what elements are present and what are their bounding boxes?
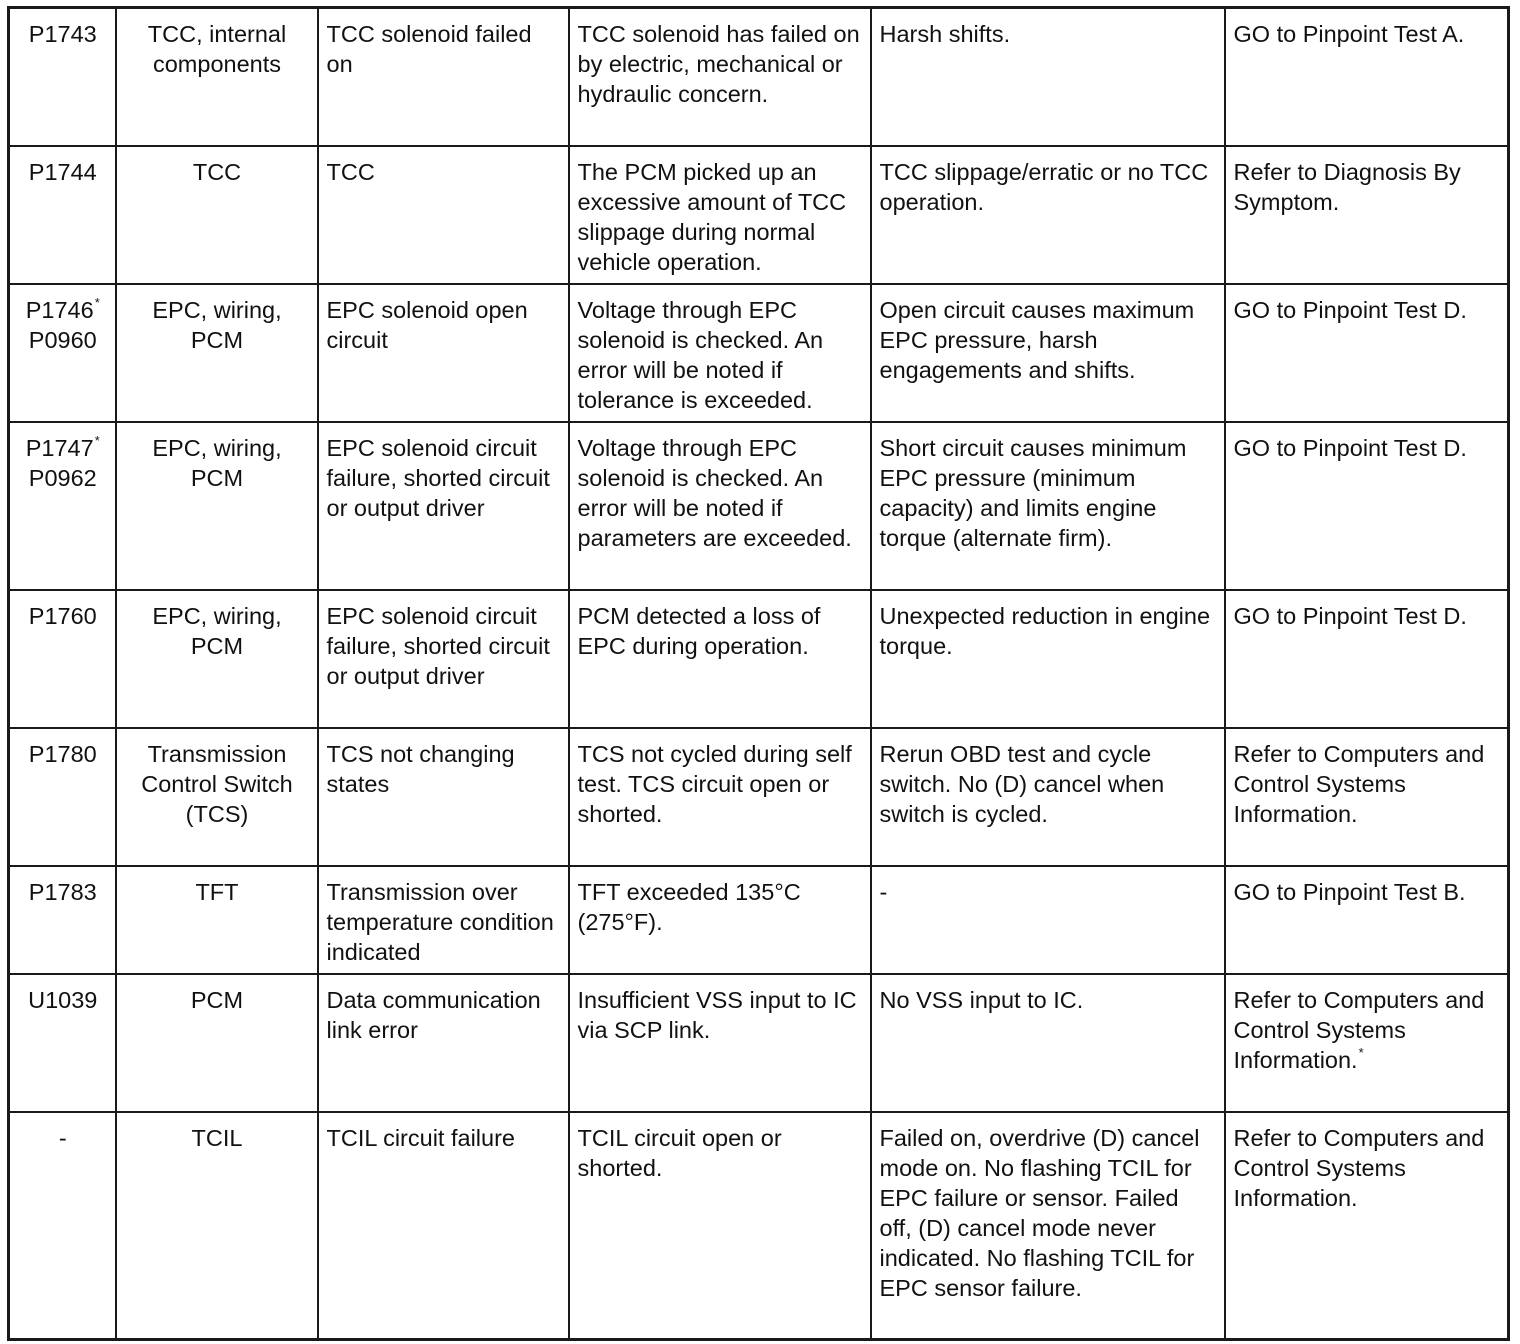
- description-text: Transmission over temperature condition indicated: [326, 878, 554, 965]
- dtc-code-cell: [9, 728, 116, 866]
- condition-text: TCIL circuit open or shorted.: [577, 1124, 782, 1181]
- component-cell: [116, 284, 318, 422]
- table-row: [9, 728, 1509, 866]
- symptom-cell: [871, 8, 1225, 146]
- description-cell: [318, 590, 569, 728]
- action-cell: [1225, 974, 1509, 1112]
- component-cell: [116, 422, 318, 590]
- action-text: Refer to Diagnosis By Symptom.: [1233, 158, 1461, 215]
- dtc-code: [18, 295, 108, 325]
- condition-text: Insufficient VSS input to IC via SCP link.: [577, 986, 857, 1043]
- footnote-mark: *: [94, 432, 100, 448]
- action-text: GO to Pinpoint Test D.: [1233, 434, 1467, 461]
- dtc-code: [18, 1123, 108, 1153]
- component-text: EPC, wiring, PCM: [152, 434, 282, 491]
- dtc-code-cell: [9, 590, 116, 728]
- action-cell: [1225, 1112, 1509, 1340]
- condition-cell: [569, 590, 871, 728]
- condition-cell: [569, 8, 871, 146]
- symptom-text: TCC slippage/erratic or no TCC operation.: [879, 158, 1209, 215]
- condition-cell: [569, 728, 871, 866]
- condition-text: TCS not cycled during self test. TCS circuit open or shorted.: [577, 740, 852, 827]
- dtc-code: [18, 985, 108, 1015]
- symptom-cell: [871, 146, 1225, 284]
- dtc-code: [18, 877, 108, 907]
- table-body: [9, 8, 1509, 1340]
- symptom-cell: [871, 728, 1225, 866]
- dtc-code-cell: [9, 422, 116, 590]
- dtc-code-text: P1760: [28, 602, 97, 629]
- dtc-code-text: P1747: [25, 434, 94, 461]
- component-text: TCC, internal components: [147, 21, 287, 77]
- action-text: Refer to Computers and Control Systems Information.: [1233, 1124, 1485, 1211]
- dtc-code-cell: [9, 1112, 116, 1340]
- component-cell: [116, 590, 318, 728]
- condition-cell: [569, 146, 871, 284]
- description-cell: [318, 728, 569, 866]
- dtc-code-text: P1780: [28, 740, 97, 767]
- dtc-code-text: P0960: [28, 326, 97, 353]
- table-row: [9, 866, 1509, 974]
- action-text: Refer to Computers and Control Systems Information.: [1233, 740, 1485, 827]
- symptom-text: -: [879, 878, 888, 905]
- symptom-text: Failed on, overdrive (D) cancel mode on. No flashing TCIL for EPC failure or sensor. Failed off, (D) cancel mode never indicated. No flashing TCIL for EPC sensor failure.: [879, 1124, 1200, 1301]
- footnote-mark: *: [1358, 1044, 1364, 1060]
- dtc-code-cell: [9, 866, 116, 974]
- action-cell: [1225, 590, 1509, 728]
- description-cell: [318, 284, 569, 422]
- symptom-cell: [871, 1112, 1225, 1340]
- dtc-code-text: P0962: [28, 464, 97, 491]
- dtc-code: [18, 157, 108, 187]
- component-cell: [116, 866, 318, 974]
- dtc-code-cell: [9, 284, 116, 422]
- table-row: [9, 974, 1509, 1112]
- description-text: EPC solenoid circuit failure, shorted circuit or output driver: [326, 602, 550, 689]
- dtc-code: [18, 463, 108, 493]
- symptom-cell: [871, 590, 1225, 728]
- condition-cell: [569, 866, 871, 974]
- symptom-cell: [871, 284, 1225, 422]
- symptom-cell: [871, 866, 1225, 974]
- table-row: [9, 422, 1509, 590]
- description-cell: [318, 974, 569, 1112]
- symptom-cell: [871, 974, 1225, 1112]
- description-text: EPC solenoid circuit failure, shorted circuit or output driver: [326, 434, 550, 521]
- action-cell: [1225, 866, 1509, 974]
- condition-cell: [569, 1112, 871, 1340]
- description-text: TCC: [326, 158, 375, 185]
- description-text: TCC solenoid failed on: [326, 21, 532, 77]
- dtc-code-text: P1744: [28, 158, 97, 185]
- action-cell: [1225, 422, 1509, 590]
- dtc-code-cell: [9, 146, 116, 284]
- symptom-text: Rerun OBD test and cycle switch. No (D) cancel when switch is cycled.: [879, 740, 1165, 827]
- symptom-text: Open circuit causes maximum EPC pressure, harsh engagements and shifts.: [879, 296, 1195, 383]
- component-cell: [116, 1112, 318, 1340]
- description-text: TCS not changing states: [326, 740, 515, 797]
- component-cell: [116, 974, 318, 1112]
- component-text: EPC, wiring, PCM: [152, 602, 282, 659]
- dtc-code-text: U1039: [28, 986, 98, 1013]
- description-cell: [318, 866, 569, 974]
- dtc-code-text: -: [58, 1124, 67, 1151]
- description-cell: [318, 422, 569, 590]
- condition-cell: [569, 284, 871, 422]
- footnote-mark: *: [94, 294, 100, 310]
- action-cell: [1225, 146, 1509, 284]
- component-cell: [116, 8, 318, 146]
- condition-text: TCC solenoid has failed on by electric, mechanical or hydraulic concern.: [577, 21, 860, 107]
- dtc-code: [18, 739, 108, 769]
- description-cell: [318, 1112, 569, 1340]
- condition-text: Voltage through EPC solenoid is checked. An error will be noted if tolerance is exceeded.: [577, 296, 824, 413]
- condition-text: The PCM picked up an excessive amount of TCC slippage during normal vehicle operation.: [577, 158, 847, 275]
- symptom-text: Short circuit causes minimum EPC pressure (minimum capacity) and limits engine torque (alternate firm).: [879, 434, 1187, 551]
- description-text: EPC solenoid open circuit: [326, 296, 528, 353]
- symptom-cell: [871, 422, 1225, 590]
- component-text: PCM: [190, 986, 244, 1013]
- component-text: Transmission Control Switch (TCS): [141, 740, 293, 827]
- action-cell: [1225, 284, 1509, 422]
- table-row: [9, 1112, 1509, 1340]
- action-text: GO to Pinpoint Test D.: [1233, 602, 1467, 629]
- description-cell: [318, 146, 569, 284]
- dtc-code-cell: [9, 974, 116, 1112]
- action-text: GO to Pinpoint Test B.: [1233, 878, 1466, 905]
- condition-cell: [569, 974, 871, 1112]
- dtc-code-text: P1783: [28, 878, 97, 905]
- table-row: [9, 146, 1509, 284]
- dtc-code: [18, 601, 108, 631]
- condition-text: PCM detected a loss of EPC during operation.: [577, 602, 821, 659]
- symptom-text: Harsh shifts.: [879, 21, 1011, 47]
- component-text: TCC: [192, 158, 242, 185]
- dtc-code-text: P1746: [25, 296, 94, 323]
- component-text: TFT: [195, 878, 239, 905]
- action-text: Refer to Computers and Control Systems Information.: [1233, 986, 1485, 1073]
- dtc-code-text: P1743: [28, 21, 97, 47]
- description-cell: [318, 8, 569, 146]
- condition-text: TFT exceeded 135°C (275°F).: [577, 878, 801, 935]
- table-row: [9, 284, 1509, 422]
- component-cell: [116, 728, 318, 866]
- table-row: [9, 590, 1509, 728]
- dtc-code: [18, 325, 108, 355]
- dtc-table: [7, 6, 1510, 1341]
- dtc-code-cell: [9, 8, 116, 146]
- component-text: TCIL: [191, 1124, 243, 1151]
- action-text: GO to Pinpoint Test D.: [1233, 296, 1467, 323]
- condition-text: Voltage through EPC solenoid is checked. An error will be noted if parameters are exceeded.: [577, 434, 852, 551]
- component-text: EPC, wiring, PCM: [152, 296, 282, 353]
- condition-cell: [569, 422, 871, 590]
- action-cell: [1225, 728, 1509, 866]
- description-text: Data communication link error: [326, 986, 541, 1043]
- table-row: [9, 8, 1509, 146]
- component-cell: [116, 146, 318, 284]
- dtc-code: [18, 19, 108, 49]
- symptom-text: Unexpected reduction in engine torque.: [879, 602, 1211, 659]
- action-cell: [1225, 8, 1509, 146]
- dtc-code: [18, 433, 108, 463]
- symptom-text: No VSS input to IC.: [879, 986, 1084, 1013]
- description-text: TCIL circuit failure: [326, 1124, 515, 1151]
- action-text: GO to Pinpoint Test A.: [1233, 21, 1465, 47]
